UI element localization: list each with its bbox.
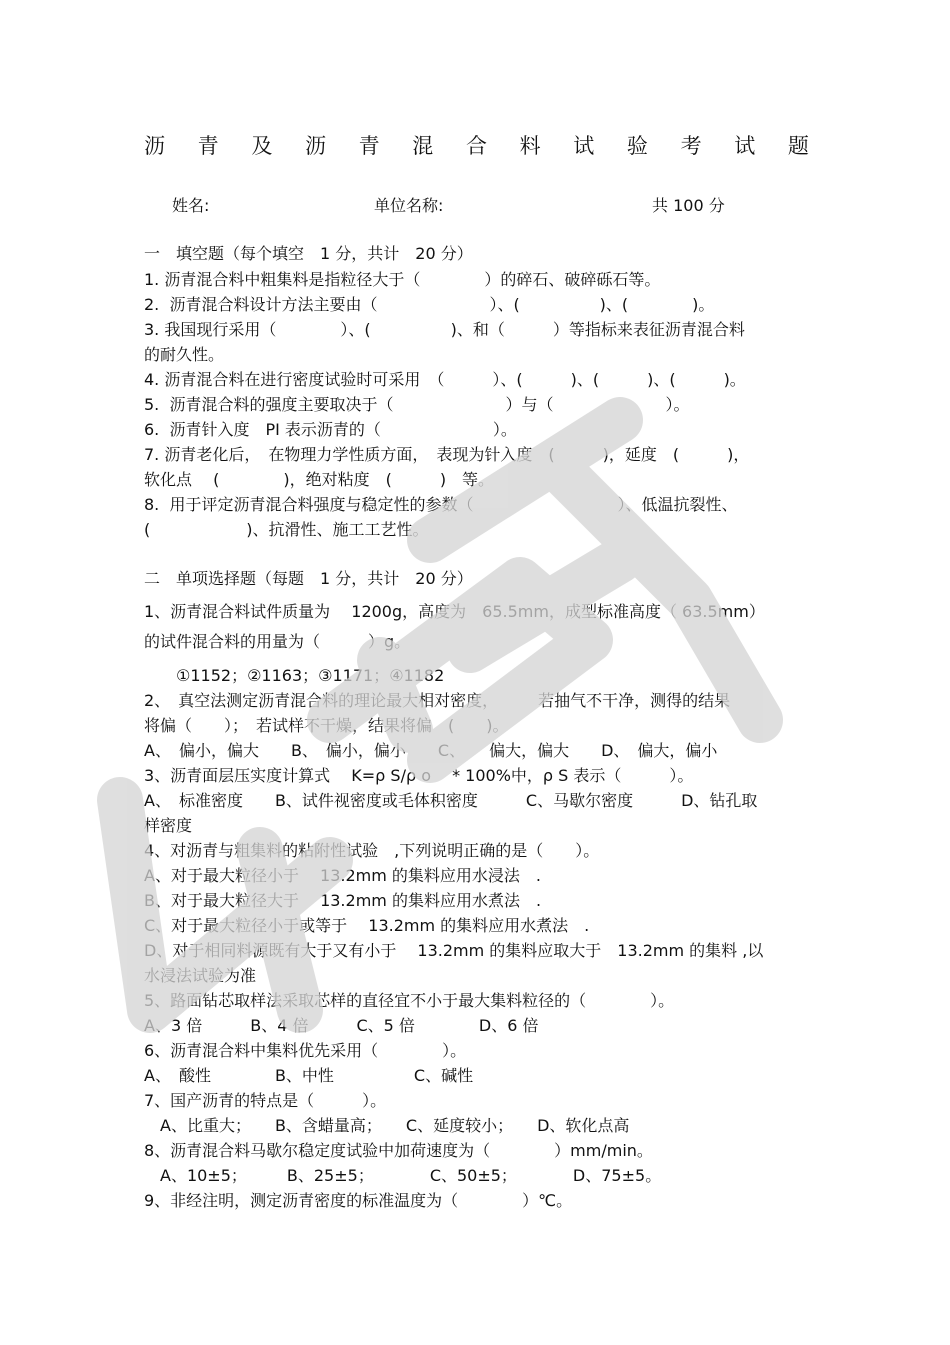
title-char: 及 [251, 134, 273, 158]
question-line: 6. 沥青针入度 PI 表示沥青的（ ）。 [144, 420, 517, 439]
question-line: 2、 真空法测定沥青混合料的理论最大相对密度， 若抽气不干净，测得的结果 [144, 691, 731, 710]
question-line: A、对于最大粒径小于 13.2mm 的集料应用水浸法 . [144, 866, 542, 885]
question-line: 8、沥青混合料马歇尔稳定度试验中加荷速度为（ ）mm/min。 [144, 1141, 653, 1160]
question-line: 2. 沥青混合料设计方法主要由（ ）、( )、( )。 [144, 295, 715, 314]
title-char: 料 [519, 134, 541, 158]
question-line: 8. 用于评定沥青混合料强度与稳定性的参数（ ）、低温抗裂性、 [144, 495, 738, 514]
question-line: A、 酸性 B、中性 C、碱性 [144, 1066, 474, 1085]
question-line: A、 标准密度 B、试件视密度或毛体积密度 C、马歇尔密度 D、钻孔取 [144, 791, 758, 810]
question-line: 3. 我国现行采用（ ）、( )、和（ ）等指标来表征沥青混合料 [144, 320, 745, 339]
question-line: 9、非经注明，测定沥青密度的标准温度为（ ）℃。 [144, 1191, 573, 1210]
title-char: 验 [626, 134, 648, 158]
title-char: 试 [573, 134, 595, 158]
question-line: A、 偏小，偏大 B、 偏小，偏小 C、 偏大，偏大 D、 偏大，偏小 [144, 741, 718, 760]
title-char: 沥 [144, 134, 165, 158]
question-line: 的试件混合料的用量为（ ）g。 [144, 632, 411, 651]
question-line: B、对于最大粒径大于 13.2mm 的集料应用水煮法 . [144, 891, 542, 910]
title-char: 试 [734, 134, 756, 158]
question-line: A、比重大； B、含蜡量高； C、延度较小； D、软化点高 [144, 1116, 630, 1135]
question-line: 7. 沥青老化后， 在物理力学性质方面， 表现为针入度 ( )，延度 ( )， [144, 445, 750, 464]
title-char: 合 [465, 134, 487, 158]
question-line: 4、对沥青与粗集料的粘附性试验 ,下列说明正确的是（ ）。 [144, 841, 600, 860]
title-char: 题 [787, 134, 809, 158]
section1-heading: 一 填空题（每个填空 1 分，共计 20 分） [144, 244, 473, 263]
title-char: 青 [197, 134, 219, 158]
title-char: 沥 [304, 134, 326, 158]
page-title [144, 130, 809, 160]
question-line: 7、国产沥青的特点是（ ）。 [144, 1091, 387, 1110]
question-line: A、10±5； B、25±5； C、50±5； D、75±5。 [144, 1166, 662, 1185]
question-line: 1、沥青混合料试件质量为 1200g，高度为 65.5mm，成型标准高度（ 63.5mm） [144, 602, 765, 621]
question-line: 样密度 [144, 816, 193, 835]
question-line: 5. 沥青混合料的强度主要取决于（ ）与（ ）。 [144, 395, 690, 414]
question-line: A、3 倍 B、4 倍 C、5 倍 D、6 倍 [144, 1016, 539, 1035]
name-label: 姓名: [172, 196, 210, 215]
title-char: 混 [412, 134, 434, 158]
question-line: D、对于相同料源既有大于又有小于 13.2mm 的集料应取大于 13.2mm 的集料 ,以 [144, 941, 764, 960]
question-line: 的耐久性。 [144, 345, 225, 364]
question-line: 4. 沥青混合料在进行密度试验时可采用 （ ）、( )、( )、( )。 [144, 370, 746, 389]
question-line: 将偏（ ）； 若试样不干燥，结果将偏 ( )。 [144, 716, 509, 735]
question-line: C、对于最大粒径小于或等于 13.2mm 的集料应用水煮法 . [144, 916, 590, 935]
question-line: ( )、抗滑性、施工工艺性。 [144, 520, 429, 539]
question-line: 1. 沥青混合料中粗集料是指粒径大于（ ）的碎石、破碎砾石等。 [144, 270, 661, 289]
total-score-label: 共 100 分 [652, 196, 725, 215]
question-line: 3、沥青面层压实度计算式 K=ρ S/ρ o * 100%中，ρ S 表示（ ）。 [144, 766, 694, 785]
title-char: 青 [358, 134, 380, 158]
question-line: 水浸法试验为准 [144, 966, 257, 985]
question-line: 软化点 ( )，绝对粘度 ( ) 等。 [144, 470, 495, 489]
question-line: ①1152；②1163；③1171；④1182 [144, 666, 445, 685]
unit-label: 单位名称: [374, 196, 444, 215]
section2-heading: 二 单项选择题（每题 1 分，共计 20 分） [144, 569, 473, 588]
title-char: 考 [680, 134, 702, 158]
question-line: 5、路面钻芯取样法采取芯样的直径宜不小于最大集料粒径的（ ）。 [144, 991, 675, 1010]
question-line: 6、沥青混合料中集料优先采用（ ）。 [144, 1041, 467, 1060]
